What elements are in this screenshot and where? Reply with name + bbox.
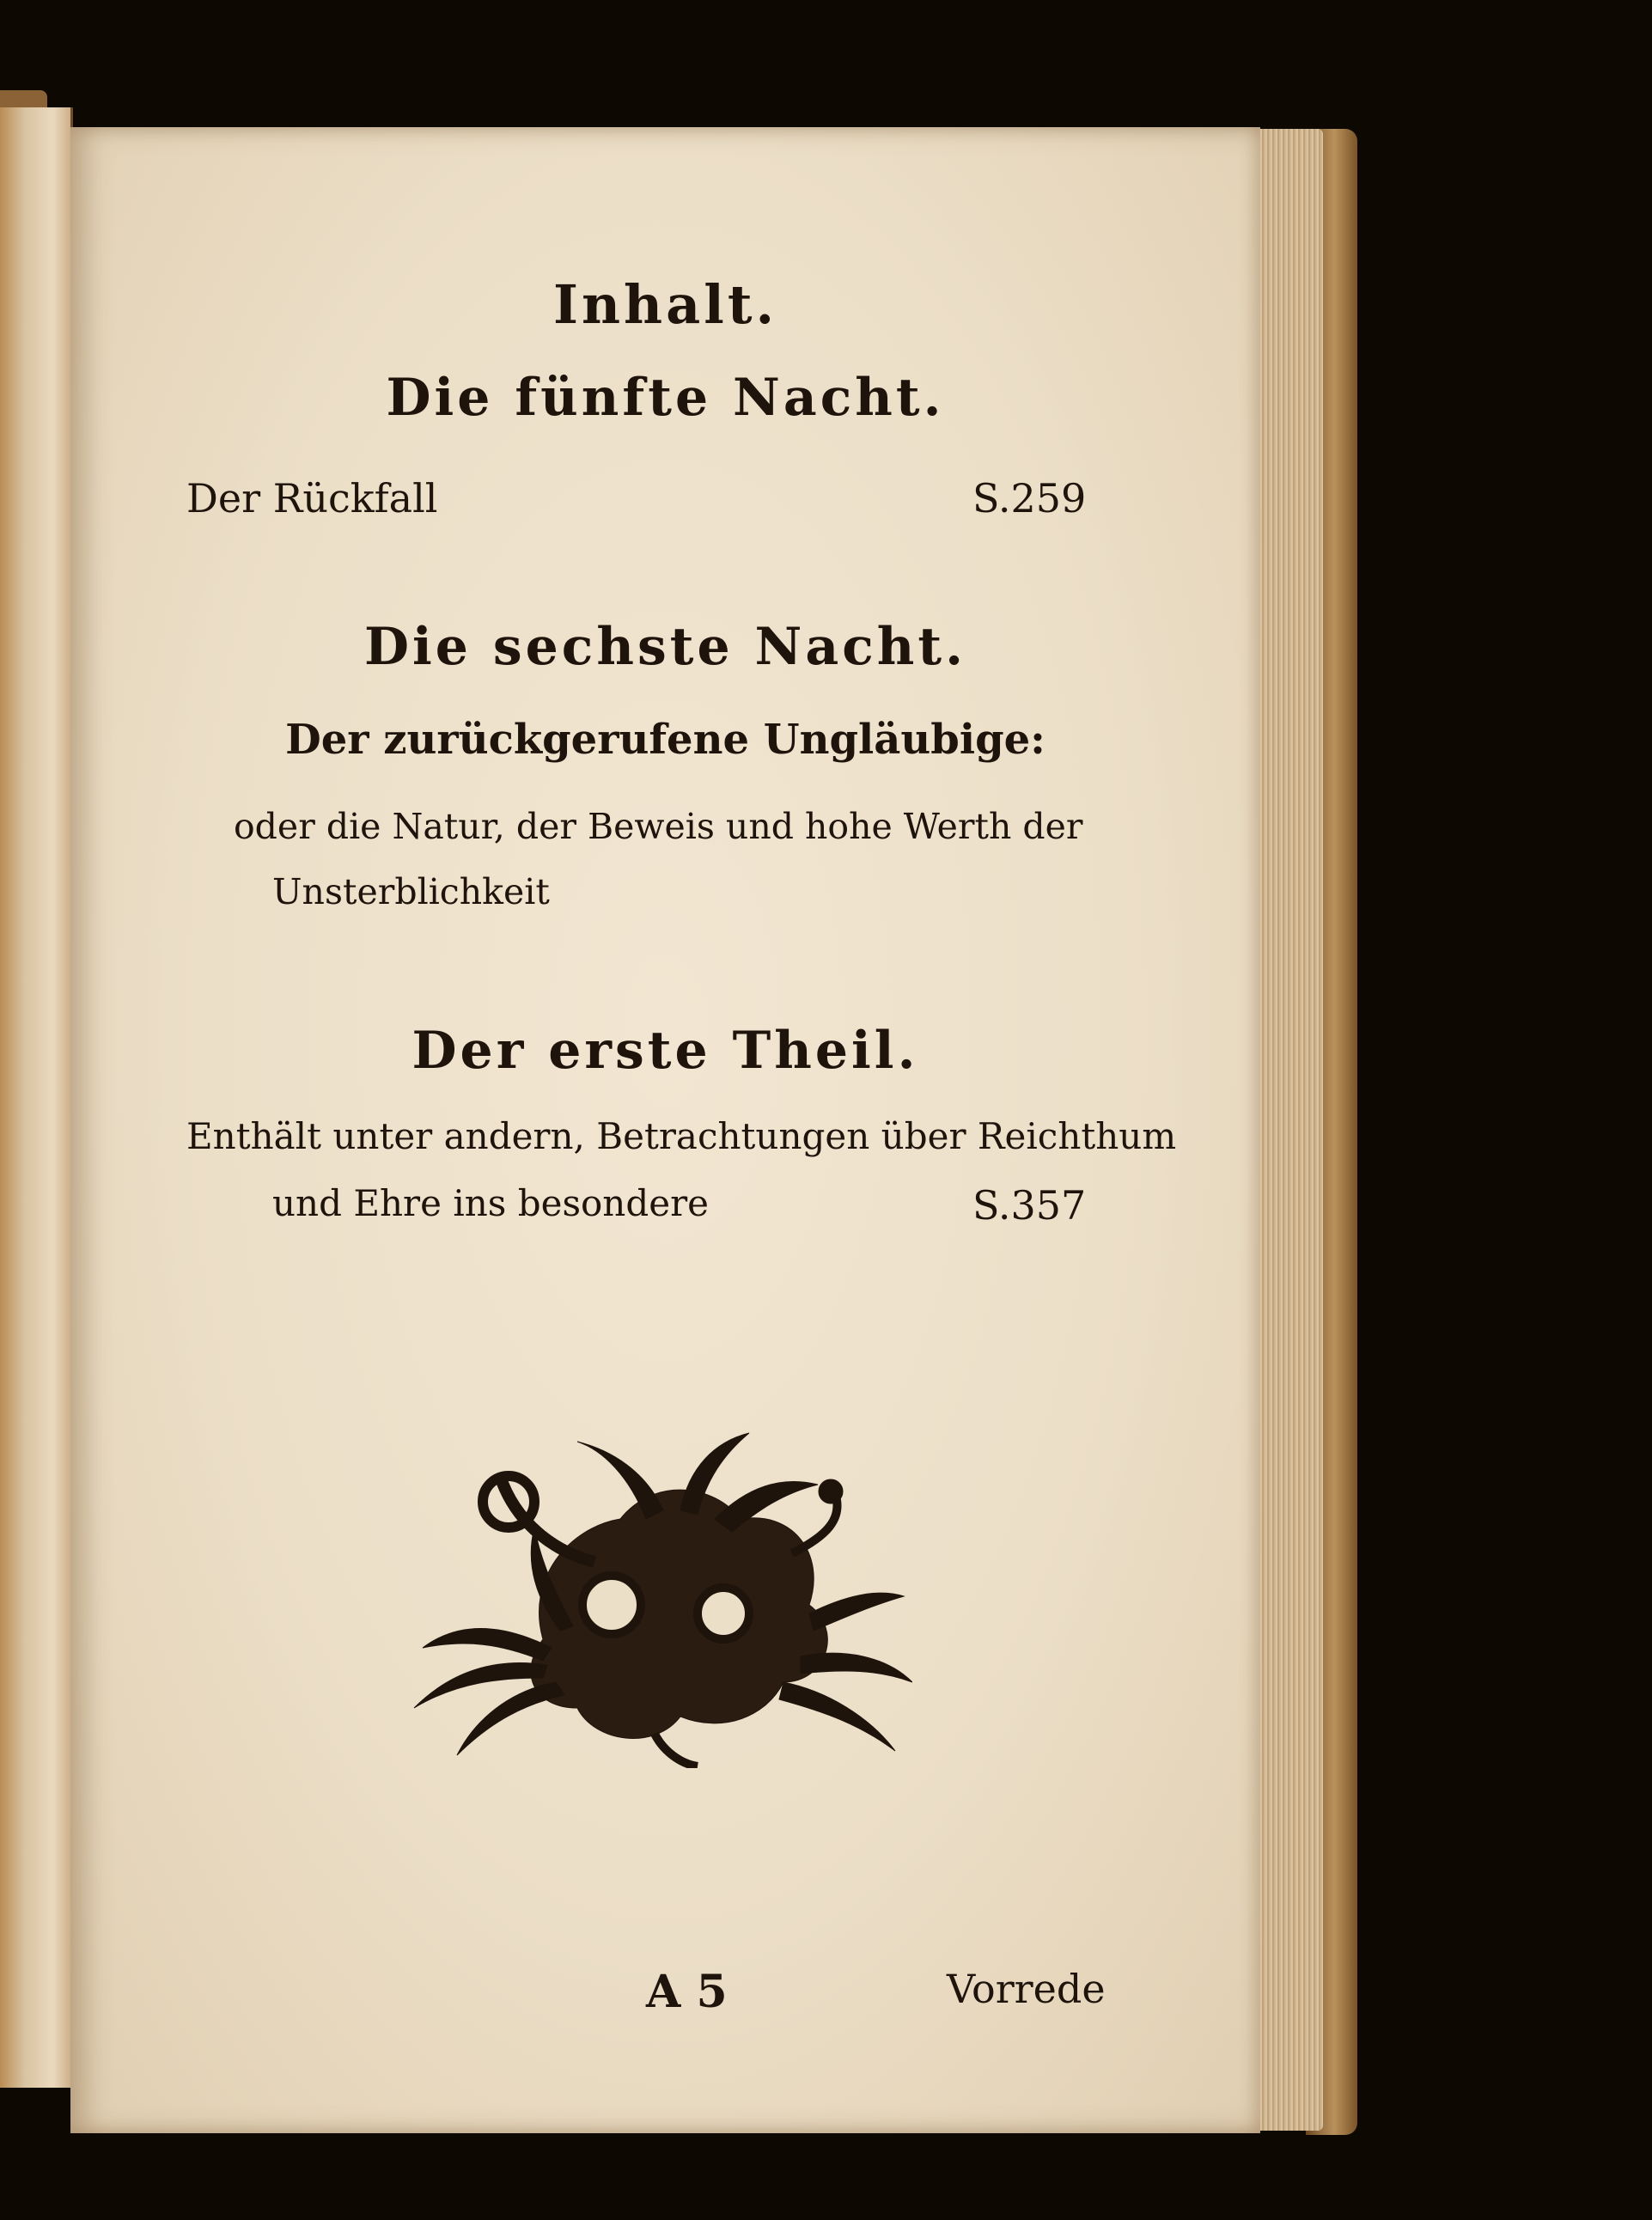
night-6-description-line-2: Unsterblichkeit (272, 871, 550, 912)
night-6-title: Die sechste Nacht. (363, 617, 967, 677)
signature-mark: A 5 (646, 1966, 728, 2018)
night-5-entry: Der Rückfall (186, 475, 438, 521)
page-block-edges (1254, 129, 1323, 2131)
page-title: Inhalt. (552, 273, 778, 336)
previous-page-edge (0, 107, 73, 2088)
night-6-description-line-1: oder die Natur, der Beweis und hohe Werth der (234, 806, 1083, 847)
night-5-title: Die fünfte Nacht. (386, 368, 945, 428)
catchword: Vorrede (947, 1966, 1106, 2012)
part-1-line-1: Enthält unter andern, Betrachtungen über Reichthum (186, 1115, 1177, 1157)
part-1-title: Der erste Theil. (411, 1021, 919, 1081)
part-1-line-2: und Ehre ins besondere (272, 1182, 710, 1224)
night-5-page-number: S.259 (972, 475, 1087, 521)
floral-ornament (397, 1424, 912, 1768)
part-1-page-number: S.357 (972, 1182, 1087, 1229)
night-6-subtitle: Der zurückgerufene Ungläubige: (285, 716, 1045, 764)
book-page (70, 127, 1260, 2133)
